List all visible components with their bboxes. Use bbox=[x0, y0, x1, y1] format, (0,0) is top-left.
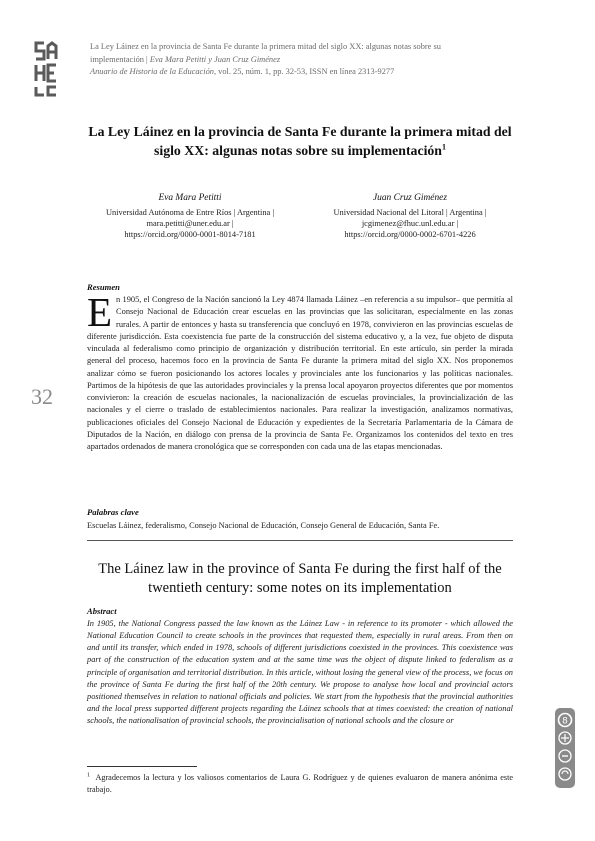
author-2-orcid[interactable]: https://orcid.org/0000-0002-6701-4226 bbox=[344, 230, 476, 239]
author-2-email[interactable]: jcgimenez@fhuc.unl.edu.ar | bbox=[361, 219, 459, 228]
author-1-orcid[interactable]: https://orcid.org/0000-0001-8014-7181 bbox=[124, 230, 256, 239]
section-divider bbox=[87, 540, 513, 541]
page-number: 32 bbox=[31, 384, 53, 409]
footnote-mark: 1 bbox=[87, 772, 90, 779]
author-1-name: Eva Mara Petitti bbox=[158, 193, 222, 203]
abstract-text: In 1905, the National Congress passed the law known as the Láinez Law - in reference to its promoter - which allowed the National Education Council to create schools in the provinces that requested them, especially in rural areas. From then on and until its transfer, which ended in 1978, schools of different jurisdictions coexisted in the provinces. This coexistence was part of the construction of the education system and at the same time was the object of dispute linked to federalism as a principle of organisation and territorial distribution. In this article, without losing the general view of the process, we focus on the province of Santa Fe during the first half of the 20th century. We propose to analyse how local and provincial actors positioned themselves in relation to national officials and policies. We start from the hypothesis that the provincial authorities and the local press supported different projects regarding the Láinez schools that at times coexisted: the creation of national schools, the nationalisation of provincial schools, the provincialisation of national schools and the closure or bbox=[87, 619, 513, 726]
title-footnote-mark[interactable]: 1 bbox=[441, 142, 446, 152]
sahe-logo bbox=[33, 40, 59, 98]
running-head-title-end: implementación | bbox=[90, 54, 150, 64]
running-head bbox=[90, 41, 560, 79]
author-1-email[interactable]: mara.petitti@uner.edu.ar | bbox=[146, 219, 234, 228]
author-1 bbox=[85, 192, 295, 240]
resumen-text: n 1905, el Congreso de la Nación sancionó la Ley 4874 llamada Láinez –en referencia a su impulsor– que permitía al Consejo Nacional de Educación crear escuelas en las provincias que las solicitaran, especialmente en las zonas rurales. A partir de entonces y hasta su transferencia que concluyó en 1978, convivieron en las provincias escuelas de diferente jurisdicción. Esta coexistencia fue parte de la construcción del sistema educativo y, a la vez, fue objeto de disputa vinculada al federalismo como principio de organización y distribución territorial. En este artículo, sin perder la mirada general del proceso, hacemos foco en la provincia de Santa Fe durante la primera mitad del siglo XX. Nos proponemos analizar cómo se fueron posicionando los actores locales y provinciales ante los funcionarios y las políticas nacionales. Partimos de la hipótesis de que las autoridades provinciales y la prensa local apoyaron proyectos diferentes que por momentos convivieron: la creación de escuelas nacionales, la nacionalización de escuelas provinciales, la provincialización de las nacionales y el cierre o traslado de establecimientos nacionales. Para realizar la investigación, analizamos normativas, publicaciones oficiales del Consejo Nacional de Educación y expedientes de la Secretaría Parlamentaria de la Cámara de Diputados de la Nación, en diálogo con prensa de la provincia de Santa Fe. Organizamos los contenidos del texto en tres apartados ordenados de manera cronológica que se corresponden con cada una de las etapas mencionadas. bbox=[87, 295, 513, 451]
resumen-dropcap: E bbox=[87, 289, 113, 335]
abstract-heading: Abstract bbox=[87, 606, 117, 616]
author-2-name: Juan Cruz Giménez bbox=[373, 193, 447, 203]
article-title-text: La Ley Láinez en la provincia de Santa Fe durante la primera mitad del siglo XX: algunas notas sobre su implementación bbox=[88, 124, 512, 158]
keywords-heading: Palabras clave bbox=[87, 507, 139, 517]
keywords-text: Escuelas Láinez, federalismo, Consejo Nacional de Educación, Consejo General de Educación, Santa Fe. bbox=[87, 521, 440, 530]
resumen-heading: Resumen bbox=[87, 282, 120, 292]
resumen-body bbox=[87, 289, 513, 453]
svg-text:8: 8 bbox=[562, 716, 568, 727]
article-title bbox=[80, 122, 520, 160]
running-head-issue: , vol. 25, núm. 1, pp. 32-53, ISSN en línea 2313-9277 bbox=[213, 67, 395, 77]
running-head-line2 bbox=[90, 54, 560, 67]
english-title: The Láinez law in the province of Santa Fe during the first half of the twentieth century: some notes on its implementation bbox=[98, 561, 502, 596]
author-2-affiliation: Universidad Nacional del Litoral | Argentina | bbox=[333, 208, 487, 217]
footnote-divider bbox=[87, 766, 197, 767]
author-2 bbox=[305, 192, 515, 240]
running-head-journal: Anuario de Historia de la Educación bbox=[90, 67, 214, 77]
author-1-affiliation: Universidad Autónoma de Entre Ríos | Argentina | bbox=[105, 208, 275, 217]
license-badge-icon bbox=[555, 708, 575, 788]
footnote bbox=[87, 772, 513, 796]
running-head-line1: La Ley Láinez en la provincia de Santa Fe durante la primera mitad del siglo XX: algunas notas sobre su bbox=[90, 42, 441, 51]
running-head-authors: Eva Mara Petitti y Juan Cruz Giménez bbox=[149, 54, 281, 64]
running-head-line3 bbox=[90, 66, 560, 79]
footnote-text: Agradecemos la lectura y los valiosos comentarios de Laura G. Rodríguez y de quienes evaluaron de manera anónima este trabajo. bbox=[87, 773, 513, 794]
